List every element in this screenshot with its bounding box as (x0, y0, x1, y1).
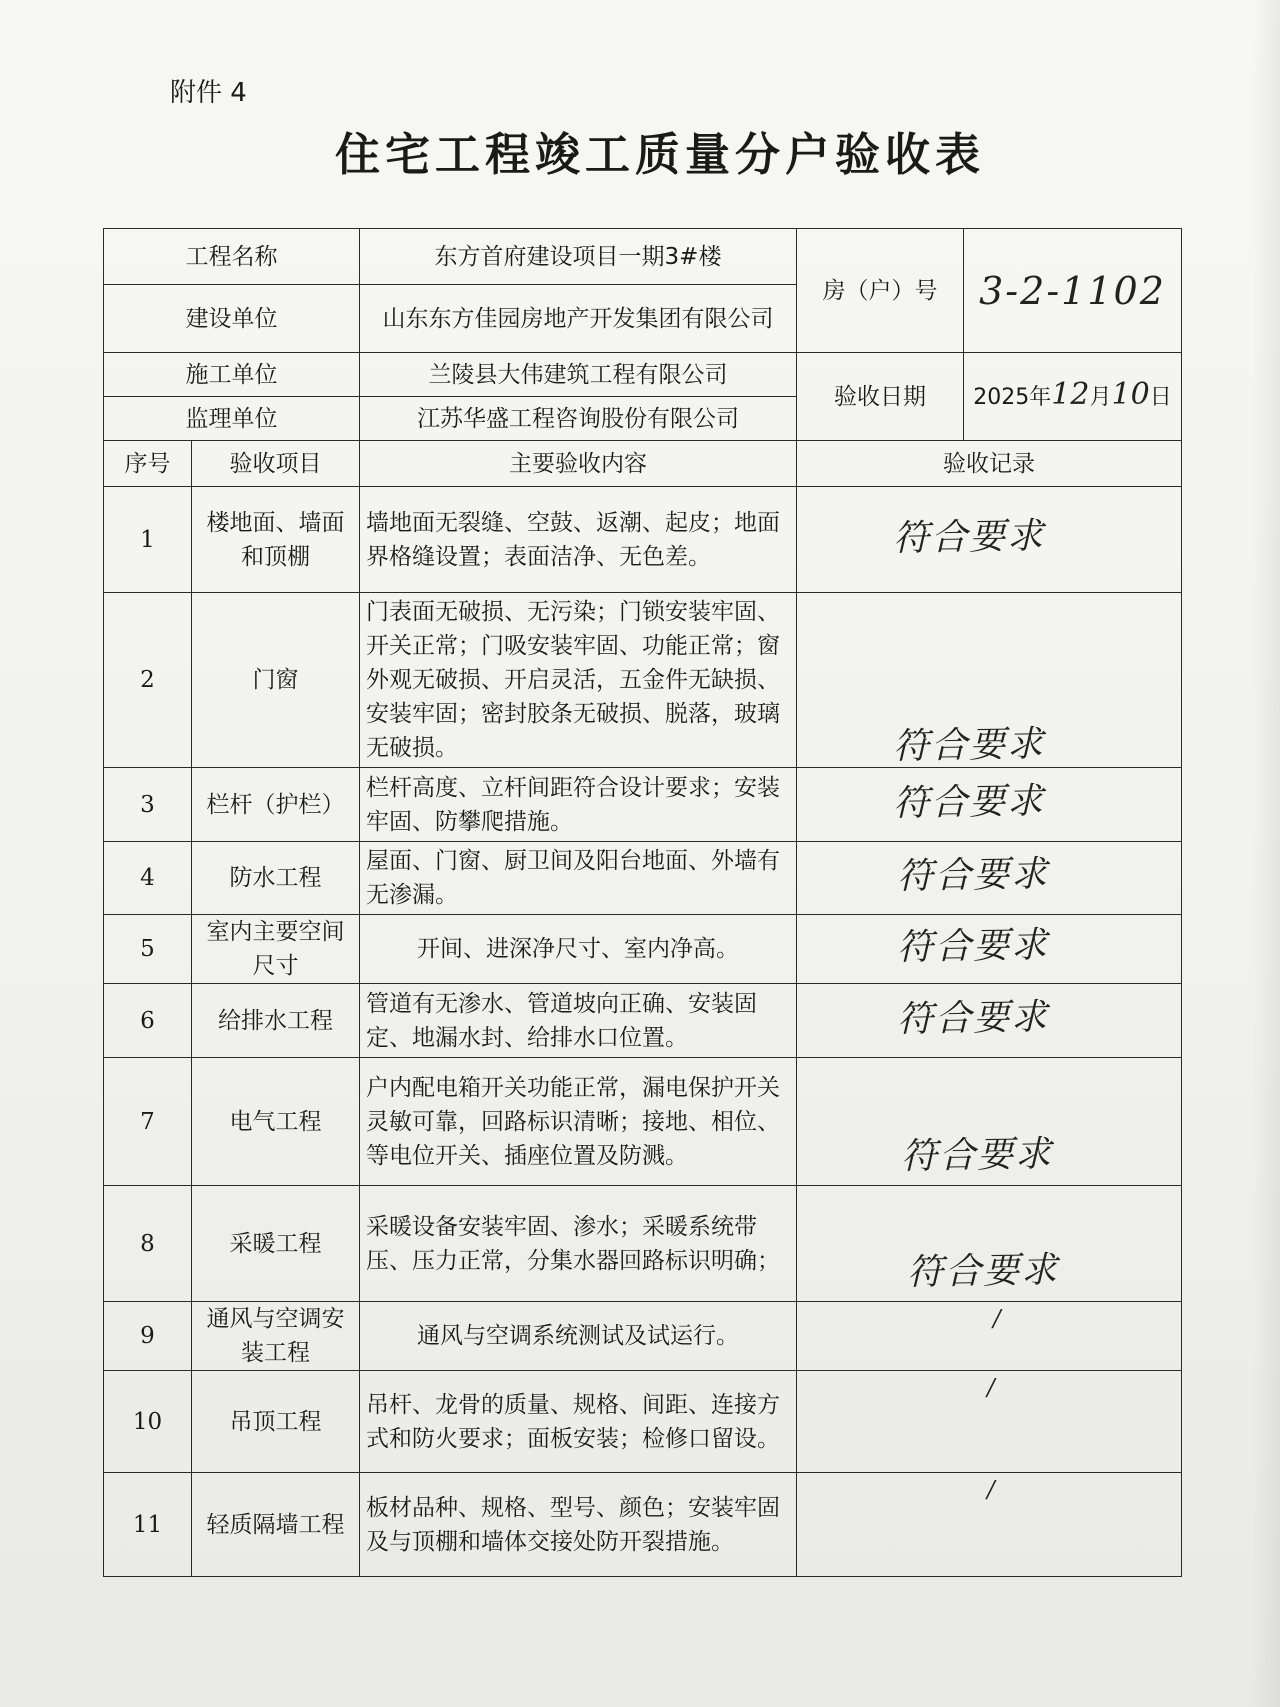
header-row-contractor (104, 353, 1182, 397)
row-number: 1 (104, 487, 192, 593)
table-row (104, 1302, 1182, 1371)
row-record (797, 487, 1182, 593)
handwritten-record: 符合要求 (892, 515, 1046, 559)
row-item: 电气工程 (192, 1058, 360, 1186)
table-row (104, 915, 1182, 984)
table-row (104, 1186, 1182, 1302)
row-record: / (797, 1473, 1182, 1577)
row-number: 11 (104, 1473, 192, 1577)
supervisor-value: 江苏华盛工程咨询股份有限公司 (360, 397, 797, 441)
table-row (104, 1058, 1182, 1186)
row-content: 管道有无渗水、管道坡向正确、安装固定、地漏水封、给排水口位置。 (360, 984, 797, 1058)
row-number: 8 (104, 1186, 192, 1302)
table-row (104, 984, 1182, 1058)
col-header-num: 序号 (104, 441, 192, 487)
table-row (104, 1371, 1182, 1473)
project-name-value: 东方首府建设项目一期3#楼 (360, 229, 797, 285)
room-number-label: 房（户）号 (797, 229, 964, 353)
date-month-handwritten: 12 (1051, 377, 1090, 412)
row-number: 7 (104, 1058, 192, 1186)
acceptance-form-table (103, 228, 1182, 1577)
row-number: 6 (104, 984, 192, 1058)
row-content: 板材品种、规格、型号、颜色；安装牢固及与顶棚和墙体交接处防开裂措施。 (360, 1473, 797, 1577)
header-row-project (104, 229, 1182, 285)
table-row (104, 768, 1182, 842)
handwritten-record: 符合要求 (896, 924, 1050, 969)
col-header-content: 主要验收内容 (360, 441, 797, 487)
handwritten-record: 符合要求 (900, 1133, 1054, 1178)
row-content: 吊杆、龙骨的质量、规格、间距、连接方式和防火要求；面板安装；检修口留设。 (360, 1371, 797, 1473)
inspection-date-value (964, 353, 1182, 441)
handwritten-record: 符合要求 (906, 1249, 1060, 1294)
row-content: 户内配电箱开关功能正常，漏电保护开关灵敏可靠，回路标识清晰；接地、相位、等电位开关、插座位置及防溅。 (360, 1058, 797, 1186)
table-row (104, 842, 1182, 915)
row-record (797, 984, 1182, 1058)
row-record (797, 842, 1182, 915)
date-day-unit: 日 (1149, 385, 1172, 410)
row-content: 门表面无破损、无污染；门锁安装牢固、开关正常；门吸安装牢固、功能正常；窗外观无破损、开启灵活，五金件无缺损、 安装牢固；密封胶条无破损、脱落，玻璃无破损。 (360, 593, 797, 768)
row-item: 室内主要空间尺寸 (192, 915, 360, 984)
row-number: 4 (104, 842, 192, 915)
row-item: 门窗 (192, 593, 360, 768)
handwritten-record: 符合要求 (896, 853, 1050, 898)
col-header-record: 验收记录 (797, 441, 1182, 487)
row-content: 栏杆高度、立杆间距符合设计要求；安装牢固、防攀爬措施。 (360, 768, 797, 842)
photo-edge-shadow (1252, 0, 1280, 1707)
row-item: 给排水工程 (192, 984, 360, 1058)
row-record (797, 768, 1182, 842)
table-row (104, 593, 1182, 768)
room-number-value: 3-2-1102 (964, 229, 1182, 353)
date-month-unit: 月 (1089, 385, 1112, 410)
row-number: 5 (104, 915, 192, 984)
table-row (104, 1473, 1182, 1577)
row-item: 轻质隔墙工程 (192, 1473, 360, 1577)
handwritten-record: 符合要求 (896, 996, 1050, 1040)
row-item: 防水工程 (192, 842, 360, 915)
row-number: 2 (104, 593, 192, 768)
row-record: / (797, 1371, 1182, 1473)
col-header-item: 验收项目 (192, 441, 360, 487)
row-record (797, 1186, 1182, 1302)
row-item: 栏杆（护栏） (192, 768, 360, 842)
row-record (797, 915, 1182, 984)
row-record (797, 593, 1182, 768)
date-day-handwritten: 10 (1111, 377, 1150, 412)
row-content: 开间、进深净尺寸、室内净高。 (360, 915, 797, 984)
supervisor-label: 监理单位 (104, 397, 360, 441)
row-content: 墙地面无裂缝、空鼓、返潮、起皮；地面界格缝设置；表面洁净、无色差。 (360, 487, 797, 593)
date-year: 2025年 (973, 385, 1052, 410)
handwritten-record: 符合要求 (892, 780, 1046, 824)
row-number: 3 (104, 768, 192, 842)
developer-label: 建设单位 (104, 285, 360, 353)
row-record: / (797, 1302, 1182, 1371)
row-item: 通风与空调安装工程 (192, 1302, 360, 1371)
row-number: 9 (104, 1302, 192, 1371)
attachment-label: 附件 4 (170, 78, 247, 108)
handwritten-record: 符合要求 (892, 723, 1046, 768)
row-number: 10 (104, 1371, 192, 1473)
inspection-date-label: 验收日期 (797, 353, 964, 441)
row-record (797, 1058, 1182, 1186)
row-item: 楼地面、墙面和顶棚 (192, 487, 360, 593)
contractor-value: 兰陵县大伟建筑工程有限公司 (360, 353, 797, 397)
row-item: 吊顶工程 (192, 1371, 360, 1473)
row-content: 采暖设备安装牢固、渗水；采暖系统带压、压力正常，分集水器回路标识明确； (360, 1186, 797, 1302)
contractor-label: 施工单位 (104, 353, 360, 397)
row-content: 屋面、门窗、厨卫间及阳台地面、外墙有无渗漏。 (360, 842, 797, 915)
row-item: 采暖工程 (192, 1186, 360, 1302)
developer-value: 山东东方佳园房地产开发集团有限公司 (360, 285, 797, 353)
project-name-label: 工程名称 (104, 229, 360, 285)
table-row (104, 487, 1182, 593)
document-title: 住宅工程竣工质量分户验收表 (334, 128, 985, 181)
column-header-row (104, 441, 1182, 487)
row-content: 通风与空调系统测试及试运行。 (360, 1302, 797, 1371)
